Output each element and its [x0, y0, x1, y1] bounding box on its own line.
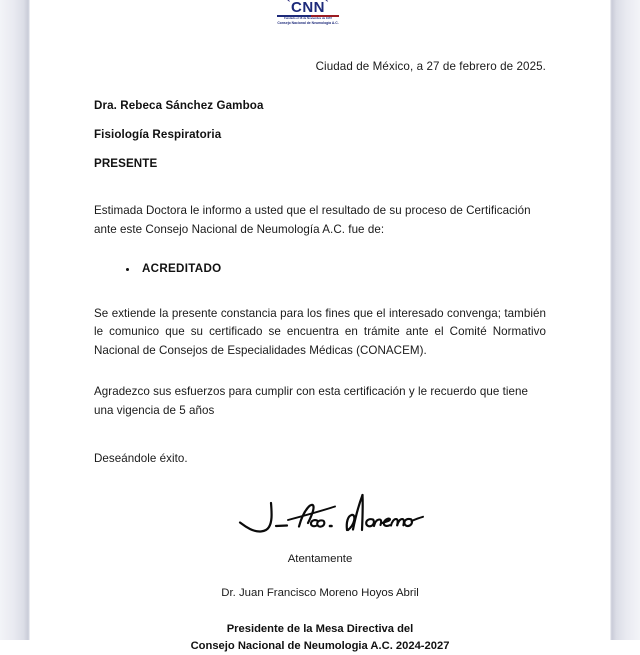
logo-tick-left-icon: `: [286, 0, 291, 11]
addressee-specialty: Fisiología Respiratoria: [94, 128, 222, 141]
signer-name: Dr. Juan Francisco Moreno Hoyos Abril: [221, 587, 419, 600]
cnn-logo: [262, 0, 354, 25]
paragraph-extends: Se extiende la presente constancia para los fines que el interesado convenga; también le comunico que su certificado se encuentra en trámite ante el Comité Normativo Nacional de Consejos de Especialidades Médicas (CONACEM).: [94, 306, 546, 358]
logo-subtitle-org: Consejo Nacional de Neumología A.C.: [277, 20, 339, 25]
date-line: Ciudad de México, a 27 de febrero de 2025.: [315, 60, 546, 73]
result-list: [94, 262, 546, 275]
logo-tick-right-icon: `: [325, 0, 330, 11]
signature-area: [94, 487, 546, 551]
logo-letters: CNN: [291, 0, 325, 16]
signer-title-line-2: Consejo Nacional de Neumologia A.C. 2024-2027: [190, 640, 450, 653]
addressee-presente: PRESENTE: [94, 157, 158, 170]
page-left-edge-shadow: [0, 0, 30, 640]
letterhead: [94, 0, 546, 34]
sign-off-label: Atentamente: [287, 553, 353, 566]
letter-page: [30, 0, 610, 653]
signer-title: [94, 621, 546, 655]
cnn-logo-wordmark: [262, 0, 354, 15]
paragraph-intro: Estimada Doctora le informo a usted que el resultado de su proceso de Certificación ante este Consejo Nacional de Neumología A.C. fue de:: [94, 204, 531, 236]
signer-title-line-1: Presidente de la Mesa Directiva del: [226, 623, 414, 636]
logo-subtitle-founded: Fundado el 16 de Noviembre de 1972: [284, 17, 332, 20]
result-item-acreditado: ACREDITADO: [94, 262, 546, 275]
paragraph-thanks: Agradezco sus esfuerzos para cumplir con esta certificación y le recuerdo que tiene una vigencia de 5 años: [94, 384, 528, 417]
page-right-edge-shadow: [610, 0, 640, 640]
addressee-block: [94, 99, 546, 170]
paragraph-wish: Deseándole éxito.: [94, 452, 188, 466]
handwritten-signature-icon: [231, 489, 446, 549]
addressee-name: Dra. Rebeca Sánchez Gamboa: [94, 99, 264, 112]
